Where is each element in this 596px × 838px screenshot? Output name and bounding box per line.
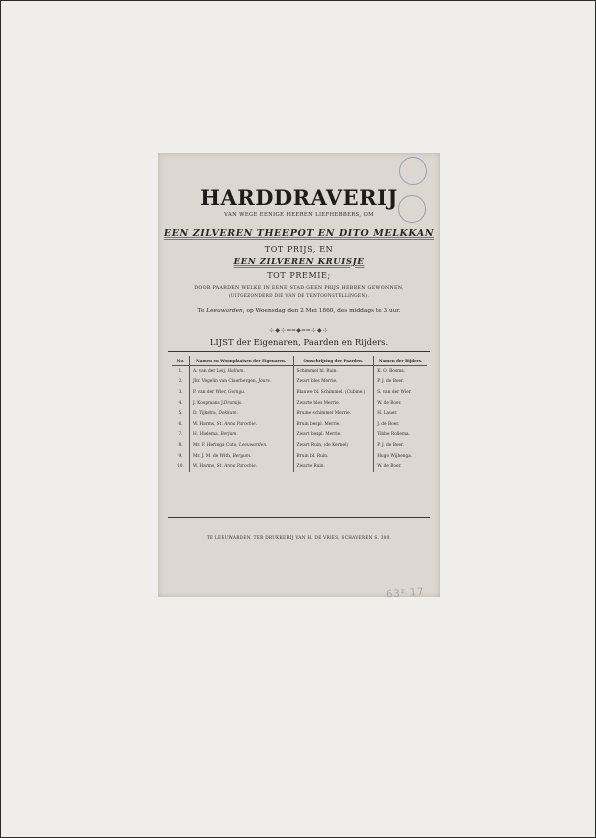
owner-name: W. Harms, [193, 421, 217, 427]
owner-name: Jhr. Vegelin van Claerbergen, [193, 379, 259, 385]
owner-name: Mr. J. M. de With, [193, 453, 233, 459]
row-number [172, 387, 190, 398]
owner-place: Drumijs. [223, 400, 243, 406]
event-line [158, 308, 440, 314]
row-number [172, 461, 190, 472]
row-rider [374, 408, 427, 419]
row-number-text: 2. [178, 379, 183, 385]
row-owner [190, 451, 294, 462]
table-row [172, 440, 427, 451]
row-number-text: 6. [178, 421, 183, 427]
row-number [172, 366, 190, 377]
tot-premie: TOT PREMIE; [267, 271, 331, 280]
list-title: LIJST der Eigenaren, Paarden en Rijders. [209, 338, 389, 348]
owner-place: Berjum. [220, 432, 238, 438]
row-rider [374, 387, 427, 398]
owner-place: St. Anna Parochie. [216, 464, 258, 470]
row-number [172, 451, 190, 462]
mount-board [1, 1, 595, 837]
owner-place: St. Anna Parochie. [216, 421, 258, 427]
rider-name: Tibbe Rollema. [377, 432, 410, 438]
table-row [172, 366, 427, 377]
horse-description: Bruin bespl. Merrie. [296, 421, 341, 427]
table-row [172, 377, 427, 388]
owner-name: P. van der Wier, [193, 389, 229, 395]
horse-description: Blauwe bl. Schimmel. (Cubine.) [296, 389, 366, 395]
row-number-text: 10. [177, 464, 184, 470]
row-horse [293, 387, 374, 398]
row-number-text: 1. [178, 368, 183, 374]
table-header-row [172, 356, 427, 366]
condition-text: DOOR PAARDEN WELKE IN EENE STAD GEEN PRIJS HEBBEN GEWONNEN, [194, 286, 404, 291]
rider-name: Hugo Wijbenga. [377, 453, 413, 459]
horse-description: Zwart Ruin, (de Kernel) [296, 442, 349, 448]
event-prefix: Te [197, 308, 207, 314]
owner-name: Mr. F. Heringa Cuto, [193, 442, 240, 448]
rider-name: W. de Boer. [377, 464, 402, 470]
ink-stamp-1 [399, 157, 427, 185]
event-place: Leeuwarden [206, 308, 243, 314]
owner-name: W. Harms, [193, 464, 217, 470]
table-row [172, 398, 427, 409]
owner-place: Dokkum. [218, 411, 238, 417]
row-owner [190, 377, 294, 388]
entries-table [172, 356, 427, 472]
row-horse [293, 377, 374, 388]
owner-name: J. Koopmans J. [193, 400, 224, 406]
table-row [172, 419, 427, 430]
row-rider [374, 398, 427, 409]
horse-description: Zwarte bles Merrie. [296, 400, 340, 406]
header-horses: Omschrijving der Paarden. [293, 356, 374, 366]
owner-place: Bergum. [232, 453, 252, 459]
rider-name: W. de Boer. [377, 400, 402, 406]
row-rider [374, 461, 427, 472]
table-bottom-rule [168, 517, 430, 518]
poster-subtitle: VAN WEGE EENIGE HEEREN LIEFHEBBERS, OM [224, 212, 374, 218]
horse-description: Bruin bl. Ruin. [296, 453, 329, 459]
table-row [172, 408, 427, 419]
row-number-text: 7. [178, 432, 183, 438]
owner-place: Joure. [258, 379, 272, 385]
prize-line: EEN ZILVEREN THEEPOT EN DITO MELKKAN [163, 228, 435, 239]
row-horse [293, 451, 374, 462]
row-number-text: 8. [178, 442, 183, 448]
table-row [172, 430, 427, 441]
row-number-text: 5. [178, 411, 183, 417]
row-number [172, 419, 190, 430]
row-owner [190, 430, 294, 441]
row-rider [374, 419, 427, 430]
table-row [172, 461, 427, 472]
row-number [172, 440, 190, 451]
poster-sheet [158, 153, 440, 597]
row-rider [374, 440, 427, 451]
row-rider [374, 377, 427, 388]
row-rider [374, 366, 427, 377]
event-date: , op Woensdag den 2 Mei 1860, des middags te 3 uur. [242, 308, 401, 314]
horse-description: Bruine schimmel Merrie. [296, 411, 352, 417]
horse-description: Zwarte Ruin. [296, 464, 325, 470]
owner-place: Leeuwarden. [239, 442, 268, 448]
row-number [172, 398, 190, 409]
premium-line: EEN ZILVEREN KRUISJE [233, 257, 365, 267]
row-number-text: 3. [178, 389, 183, 395]
row-owner [190, 366, 294, 377]
owner-name: H. Hielema, [193, 432, 221, 438]
exception-text: (UITGEZONDERD DIE VAN DE TENTOONSTELLINGEN). [228, 294, 370, 299]
ornament-divider: ⊹◆⊹══◆══⊹◆⊹ [269, 327, 329, 334]
rider-name: P. J. de Boer. [377, 379, 404, 385]
poster-title: HARDDRAVERIJ [200, 185, 398, 210]
horse-description: Zwart bespl. Merrie. [296, 432, 342, 438]
header-no: No. [172, 356, 190, 366]
rider-name: S. van der Wier. [377, 389, 412, 395]
pencil-annotation: 63² 17 [385, 586, 425, 601]
rider-name: K. O. Bosma. [377, 368, 406, 374]
row-number-text: 4. [178, 400, 183, 406]
row-owner [190, 398, 294, 409]
row-horse [293, 461, 374, 472]
printer-footer: TE LEEUWARDEN, TER DRUKKERIJ VAN H. DE VRIES, SCHAVEREN S. 300. [206, 535, 392, 540]
table-row [172, 451, 427, 462]
row-owner [190, 440, 294, 451]
table-body [172, 366, 427, 472]
row-number-text: 9. [178, 453, 183, 459]
row-horse [293, 408, 374, 419]
rider-name: J. de Boer. [377, 421, 400, 427]
table-top-rule [168, 351, 430, 352]
row-horse [293, 366, 374, 377]
horse-description: Schimmel hl. Ruin. [296, 368, 338, 374]
rider-name: H. Lauer. [377, 411, 398, 417]
row-number [172, 430, 190, 441]
row-rider [374, 430, 427, 441]
row-horse [293, 430, 374, 441]
header-riders: Namen der Rijders. [374, 356, 427, 366]
owner-name: A. van der Leij, [193, 368, 228, 374]
row-owner [190, 461, 294, 472]
header-owners: Namen en Woonplaatsen der Eigenaren. [190, 356, 294, 366]
row-owner [190, 408, 294, 419]
row-owner [190, 387, 294, 398]
row-horse [293, 419, 374, 430]
horse-description: Zwart bles Merrie. [296, 379, 338, 385]
row-horse [293, 398, 374, 409]
tot-prijs: TOT PRIJS, EN [264, 245, 334, 254]
row-number [172, 377, 190, 388]
row-rider [374, 451, 427, 462]
rider-name: P. J. de Boer. [377, 442, 404, 448]
row-horse [293, 440, 374, 451]
row-owner [190, 419, 294, 430]
owner-place: Goingu. [228, 389, 246, 395]
owner-place: Hallum. [227, 368, 245, 374]
row-number [172, 408, 190, 419]
table-row [172, 387, 427, 398]
owner-name: D. Tijkstra, [193, 411, 219, 417]
